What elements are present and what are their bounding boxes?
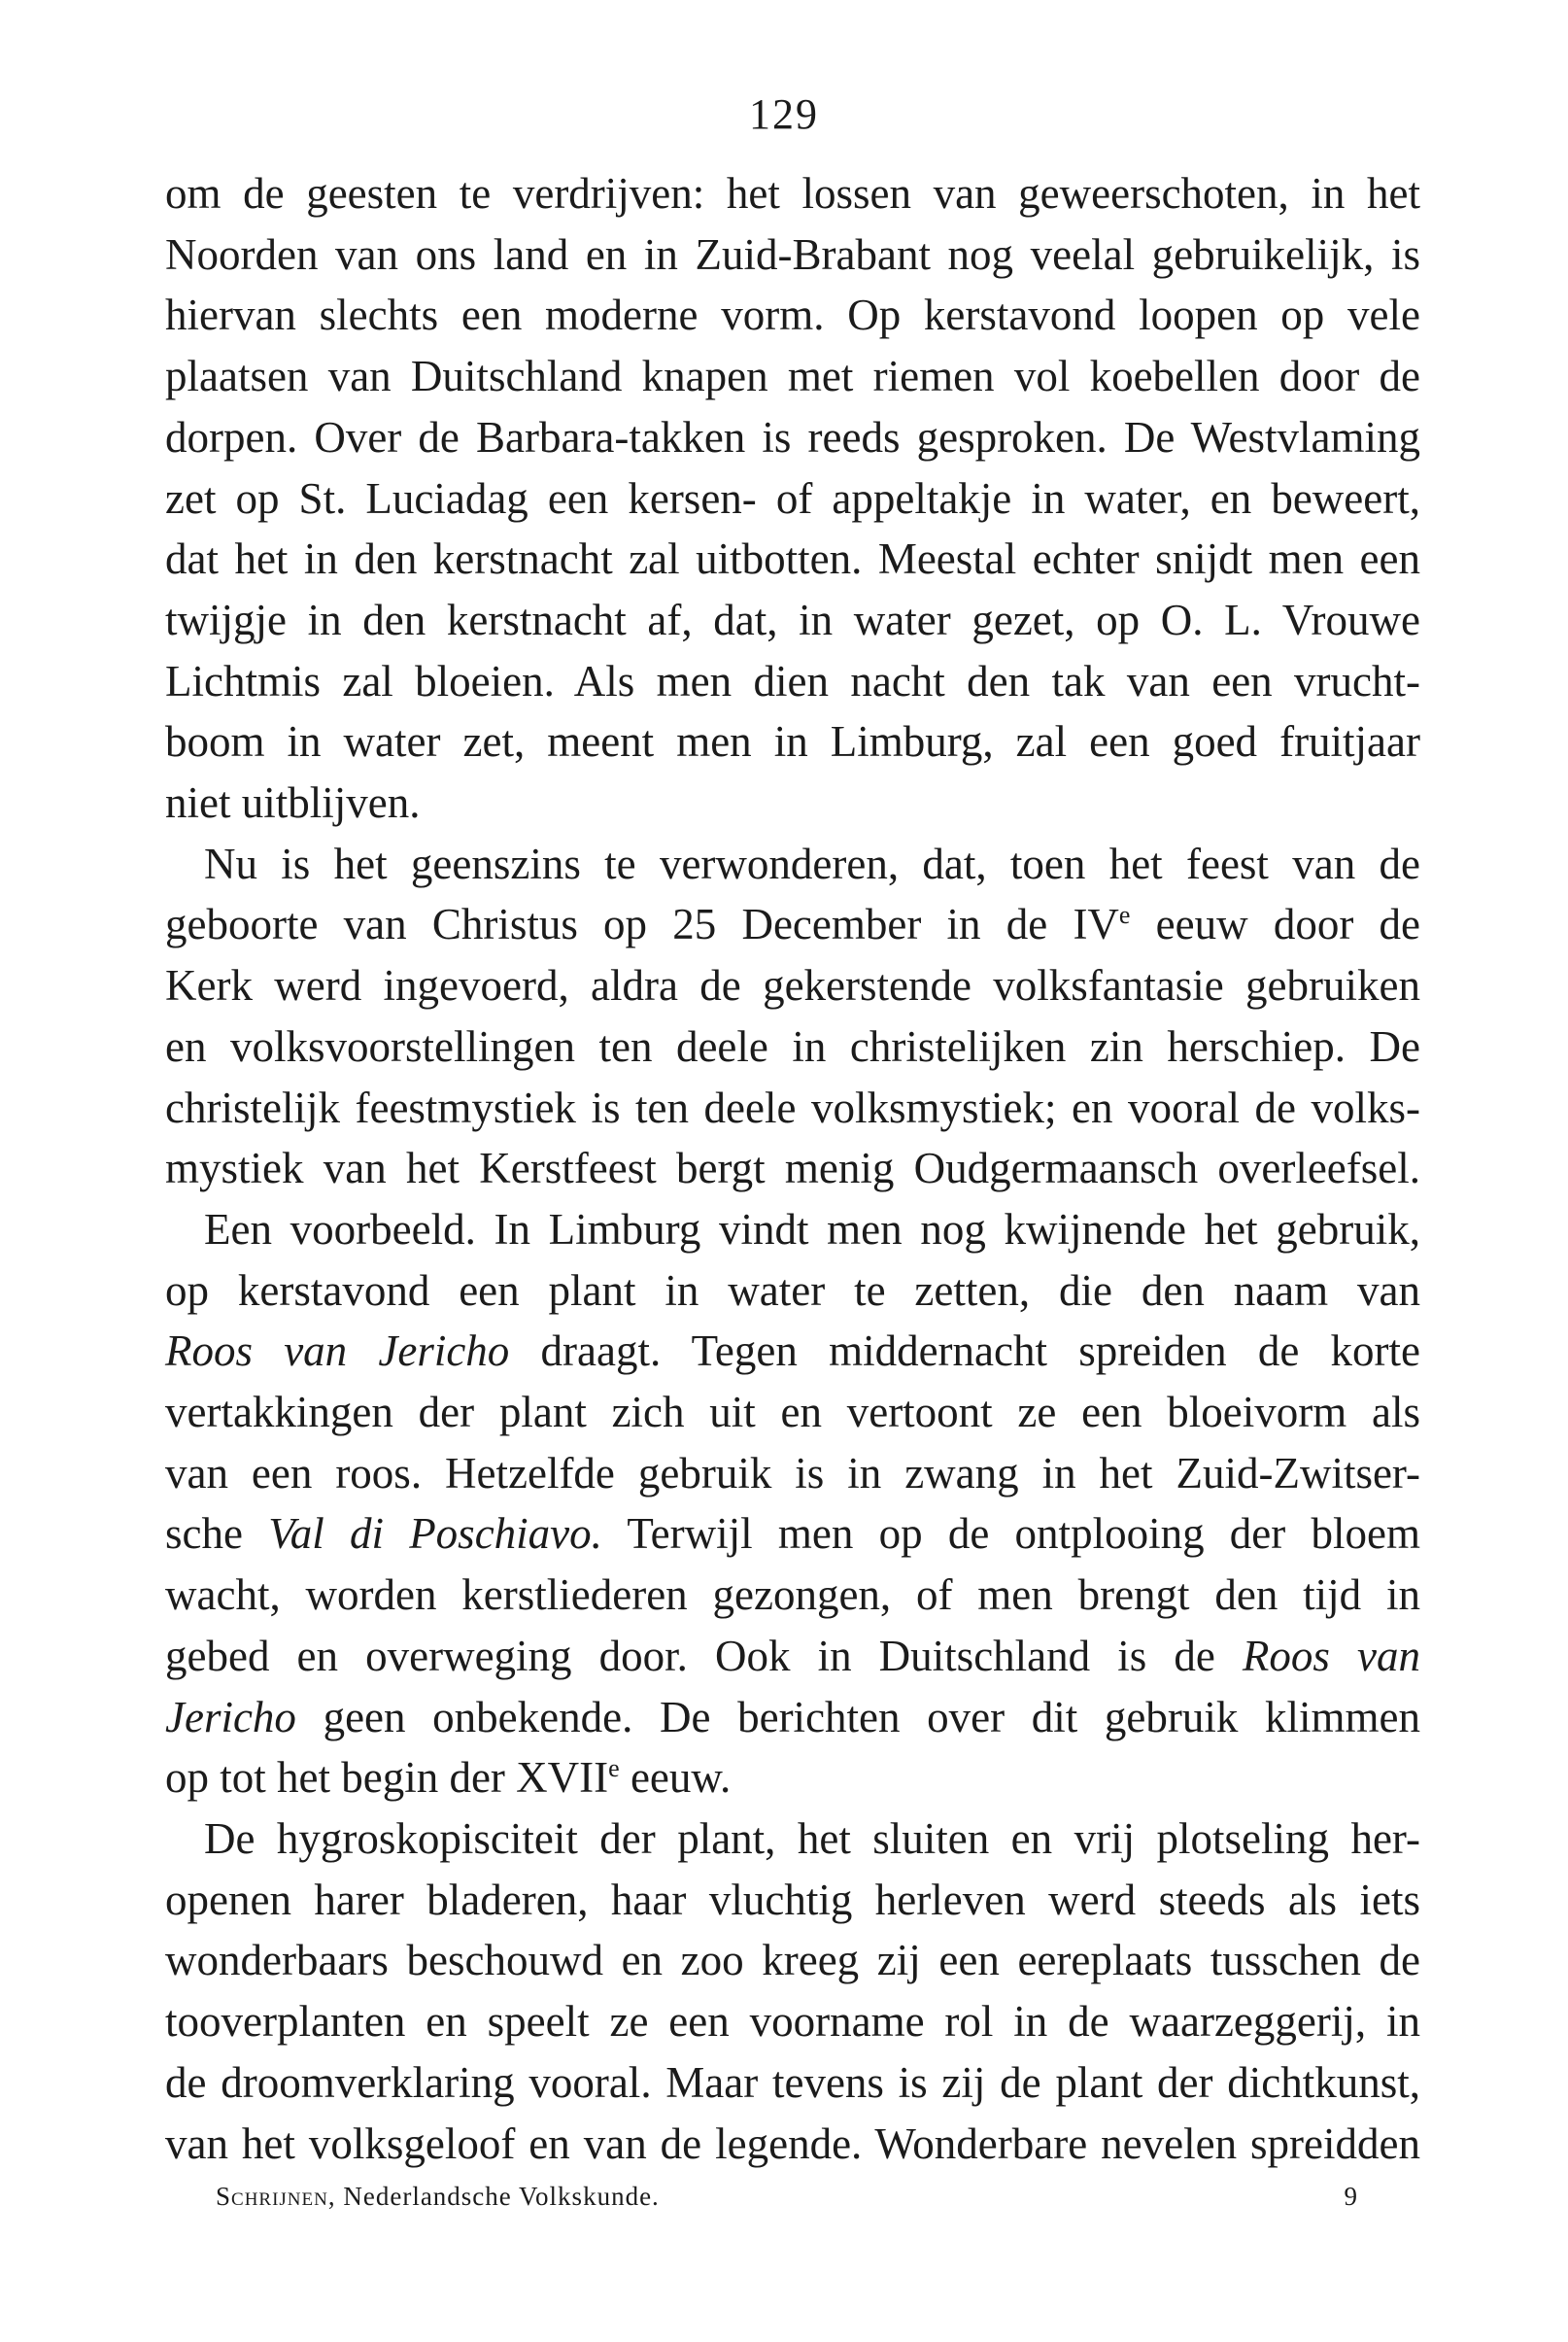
text-line: de droomverklaring vooral. Maar tevens is zij de plant der dichtkunst, [165,2057,1420,2107]
text-line: wacht, worden kerstliederen gezongen, of men brengt den tijd in [165,1570,1420,1620]
text-line: om de geesten te verdrijven: het lossen van geweerschoten, in het [165,169,1420,218]
text-line: tooverplanten en speelt ze een voorname rol in de waarzeggerij, in [165,1997,1420,2047]
line-text: eeuw. [619,1753,732,1803]
text-line: Een voorbeeld. In Limburg vindt men nog kwijnende het gebruik, [204,1204,1420,1254]
text-line [165,894,1420,955]
text-line: plaatsen van Duitschland knapen met riemen vol koebellen door de [165,352,1420,401]
text-line: Noorden van ons land en in Zuid-Brabant nog veelal gebruikelijk, is [165,229,1420,279]
text-line: openen harer bladeren, haar vluchtig herleven werd steeds als iets [165,1875,1420,1924]
footer-reference [216,2182,660,2212]
text-line [165,1321,1420,1382]
italic-text: Roos van [1242,1631,1420,1680]
text-line [165,1503,1420,1565]
text-line: niet uitblijven. [165,778,421,828]
text-line: dorpen. Over de Barbara-takken is reeds gesproken. De Westvlaming [165,412,1420,462]
text-line: van het volksgeloof en van de legende. Wonderbare nevelen spreidden [165,2118,1420,2168]
line-text: op tot het begin der XVII [165,1753,609,1803]
footer-title: , Nederlandsche Volkskunde. [327,2182,660,2211]
text-line [165,1626,1420,1687]
text-line [165,1747,1420,1808]
text-line: dat het in den kerstnacht zal uitbotten. Meestal echter snijdt men een [165,534,1420,584]
text-line: wonderbaars beschouwd en zoo kreeg zij een eereplaats tusschen de [165,1936,1420,1985]
line-text: geen onbekende. De berichten over dit gebruik klimmen [295,1692,1420,1741]
text-line: en volksvoorstellingen ten deele in christelijken zin herschiep. De [165,1021,1420,1071]
line-text: geboorte van Christus op 25 December in de IV [165,900,1119,949]
body-text [165,163,1420,2174]
signature-mark: 9 [1344,2182,1358,2211]
line-text: sche [165,1509,269,1559]
italic-text: Val di Poschiavo. [268,1509,602,1559]
superscript: e [1118,901,1131,930]
text-line: hiervan slechts een moderne vorm. Op kerstavond loopen op vele [165,291,1420,340]
text-line: boom in water zet, meent men in Limburg, zal een goed fruitjaar [165,717,1420,767]
text-line: van een roos. Hetzelfde gebruik is in zwang in het Zuid-Zwitser- [165,1448,1420,1498]
text-line: christelijk feestmystiek is ten deele volksmystiek; en vooral de volks- [165,1083,1420,1132]
text-line: mystiek van het Kerstfeest bergt menig Oudgermaansch overleefsel. [165,1144,1420,1193]
text-line: twijgje in den kerstnacht af, dat, in water gezet, op O. L. Vrouwe [165,595,1420,644]
text-line: Kerk werd ingevoerd, aldra de gekerstende volksfantasie gebruiken [165,961,1420,1011]
footer-author: Schrijnen [216,2182,328,2211]
italic-text: Roos van Jericho [165,1326,510,1376]
text-line: Nu is het geenszins te verwonderen, dat, toen het feest van de [204,839,1420,888]
line-text: eeuw door de [1130,900,1420,949]
text-line [165,1687,1420,1748]
text-line: zet op St. Luciadag een kersen- of appeltakje in water, en beweert, [165,473,1420,523]
text-line: Lichtmis zal bloeien. Als men dien nacht den tak van een vrucht- [165,656,1420,706]
page-number: 129 [749,90,819,138]
line-text: draagt. Tegen middernacht spreiden de korte [509,1326,1420,1376]
text-line: op kerstavond een plant in water te zetten, die den naam van [165,1265,1420,1315]
line-text: gebed en overweging door. Ook in Duitschland is de [165,1631,1243,1680]
italic-text: Jericho [165,1692,296,1741]
text-line: De hygroskopisciteit der plant, het sluiten en vrij plotseling her- [204,1813,1420,1863]
text-line: vertakkingen der plant zich uit en vertoont ze een bloeivorm als [165,1388,1420,1437]
superscript: e [608,1754,620,1783]
line-text: Terwijl men op de ontplooing der bloem [601,1509,1420,1559]
